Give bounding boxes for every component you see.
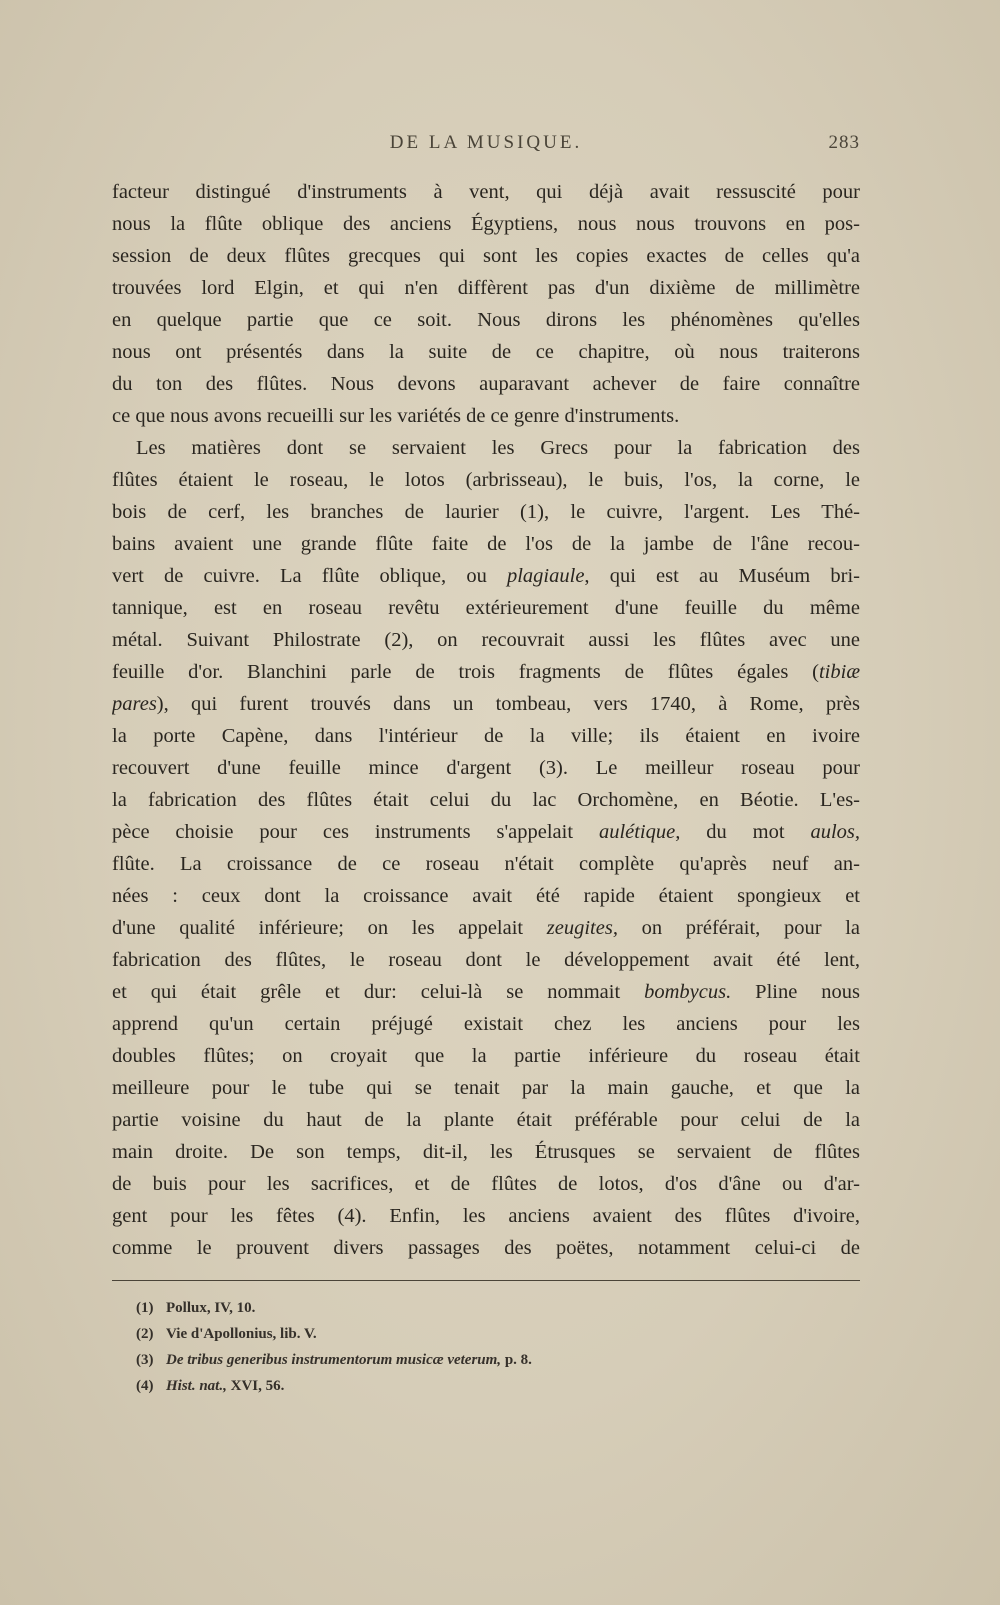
footnote-number: (2)	[136, 1326, 154, 1342]
text-line: en quelque partie que ce soit. Nous dirons les phénomènes qu'elles	[112, 309, 860, 331]
text-line: nous la flûte oblique des anciens Égyptiens, nous nous trouvons en pos-	[112, 213, 860, 235]
text-line: session de deux flûtes grecques qui sont les copies exactes de celles qu'a	[112, 245, 860, 267]
footnote-divider	[112, 1280, 860, 1281]
italic-term: pares	[112, 693, 157, 715]
text-line: bois de cerf, les branches de laurier (1), le cuivre, l'argent. Les Thé-	[112, 501, 860, 523]
text-line: apprend qu'un certain préjugé existait chez les anciens pour les	[112, 1013, 860, 1035]
footnote-text: XVI, 56.	[226, 1378, 285, 1394]
text-line: bains avaient une grande flûte faite de l'os de la jambe de l'âne recou-	[112, 533, 860, 555]
text-line: Les matières dont se servaient les Grecs pour la fabrication des	[136, 437, 860, 459]
text-line: trouvées lord Elgin, et qui n'en diffèrent pas d'un dixième de millimètre	[112, 277, 860, 299]
text-segment: on préférait, pour la	[617, 917, 860, 939]
footnotes	[136, 1295, 836, 1399]
footnote	[136, 1373, 836, 1399]
page-header	[112, 132, 860, 162]
text-line: partie voisine du haut de la plante était préférable pour celui de la	[112, 1109, 860, 1131]
text-line: fabrication des flûtes, le roseau dont le développement avait été lent,	[112, 949, 860, 971]
italic-term: bombycus.	[644, 981, 732, 1003]
text-line: métal. Suivant Philostrate (2), on recouvrait aussi les flûtes avec une	[112, 629, 860, 651]
footnote-number: (3)	[136, 1352, 154, 1368]
footnote-number: (1)	[136, 1300, 154, 1316]
text-segment: vert de cuivre. La flûte oblique, ou	[112, 565, 507, 587]
text-line: flûte. La croissance de ce roseau n'était complète qu'après neuf an-	[112, 853, 860, 875]
text-segment: Pline nous	[731, 981, 860, 1003]
text-line: facteur distingué d'instruments à vent, qui déjà avait ressuscité pour	[112, 181, 860, 203]
text-line	[112, 976, 860, 1008]
text-line	[112, 816, 860, 848]
text-line	[112, 688, 860, 720]
text-line: ce que nous avons recueilli sur les variétés de ce genre d'instruments.	[112, 405, 680, 427]
text-segment: feuille d'or. Blanchini parle de trois fragments de flûtes égales (	[112, 661, 819, 683]
italic-term: aulétique,	[598, 821, 681, 843]
text-line: main droite. De son temps, dit-il, les Étrusques se servaient de flûtes	[112, 1141, 860, 1163]
text-segment: ), qui furent trouvés dans un tombeau, vers 1740, à Rome, près	[156, 693, 860, 715]
text-line: gent pour les fêtes (4). Enfin, les anciens avaient des flûtes d'ivoire,	[112, 1205, 860, 1227]
text-line: du ton des flûtes. Nous devons auparavant achever de faire connaître	[112, 373, 860, 395]
footnote	[136, 1347, 836, 1373]
text-line	[112, 656, 860, 688]
body-text	[112, 176, 860, 1264]
italic-term: aulos,	[810, 821, 860, 843]
footnote-italic: Hist. nat.,	[166, 1378, 227, 1394]
italic-term: plagiaule	[506, 565, 585, 587]
text-line: doubles flûtes; on croyait que la partie inférieure du roseau était	[112, 1045, 860, 1067]
footnote	[136, 1295, 836, 1321]
text-line: nées : ceux dont la croissance avait été rapide étaient spongieux et	[112, 885, 860, 907]
text-segment: du mot	[680, 821, 811, 843]
running-title: DE LA MUSIQUE.	[389, 132, 583, 153]
text-segment: et qui était grêle et dur: celui-là se nommait	[112, 981, 645, 1003]
text-line: comme le prouvent divers passages des poëtes, notamment celui-ci de	[112, 1237, 860, 1259]
page-number: 283	[828, 132, 860, 153]
text-line: de buis pour les sacrifices, et de flûtes de lotos, d'os d'âne ou d'ar-	[112, 1173, 860, 1195]
text-line	[112, 912, 860, 944]
text-line: flûtes étaient le roseau, le lotos (arbrisseau), le buis, l'os, la corne, le	[112, 469, 860, 491]
italic-term: tibiæ	[818, 661, 860, 683]
text-segment: d'une qualité inférieure; on les appelait	[112, 917, 547, 939]
footnote-text: p. 8.	[501, 1352, 532, 1368]
footnote-italic: De tribus generibus instrumentorum musicæ veterum,	[166, 1352, 502, 1368]
text-segment: , qui est au Muséum bri-	[584, 565, 860, 587]
text-line: la fabrication des flûtes était celui du lac Orchomène, en Béotie. L'es-	[112, 789, 860, 811]
text-line	[112, 560, 860, 592]
footnote-number: (4)	[136, 1378, 154, 1394]
footnote-text: Vie d'Apollonius, lib. V.	[166, 1326, 317, 1342]
text-line: nous ont présentés dans la suite de ce chapitre, où nous traiterons	[112, 341, 860, 363]
italic-term: zeugites,	[546, 917, 618, 939]
text-line: la porte Capène, dans l'intérieur de la ville; ils étaient en ivoire	[112, 725, 860, 747]
text-line: meilleure pour le tube qui se tenait par la main gauche, et que la	[112, 1077, 860, 1099]
footnote-text: Pollux, IV, 10.	[166, 1300, 256, 1316]
text-line: tannique, est en roseau revêtu extérieurement d'une feuille du même	[112, 597, 860, 619]
footnote	[136, 1321, 836, 1347]
text-segment: pèce choisie pour ces instruments s'appelait	[112, 821, 599, 843]
text-line: recouvert d'une feuille mince d'argent (3). Le meilleur roseau pour	[112, 757, 860, 779]
